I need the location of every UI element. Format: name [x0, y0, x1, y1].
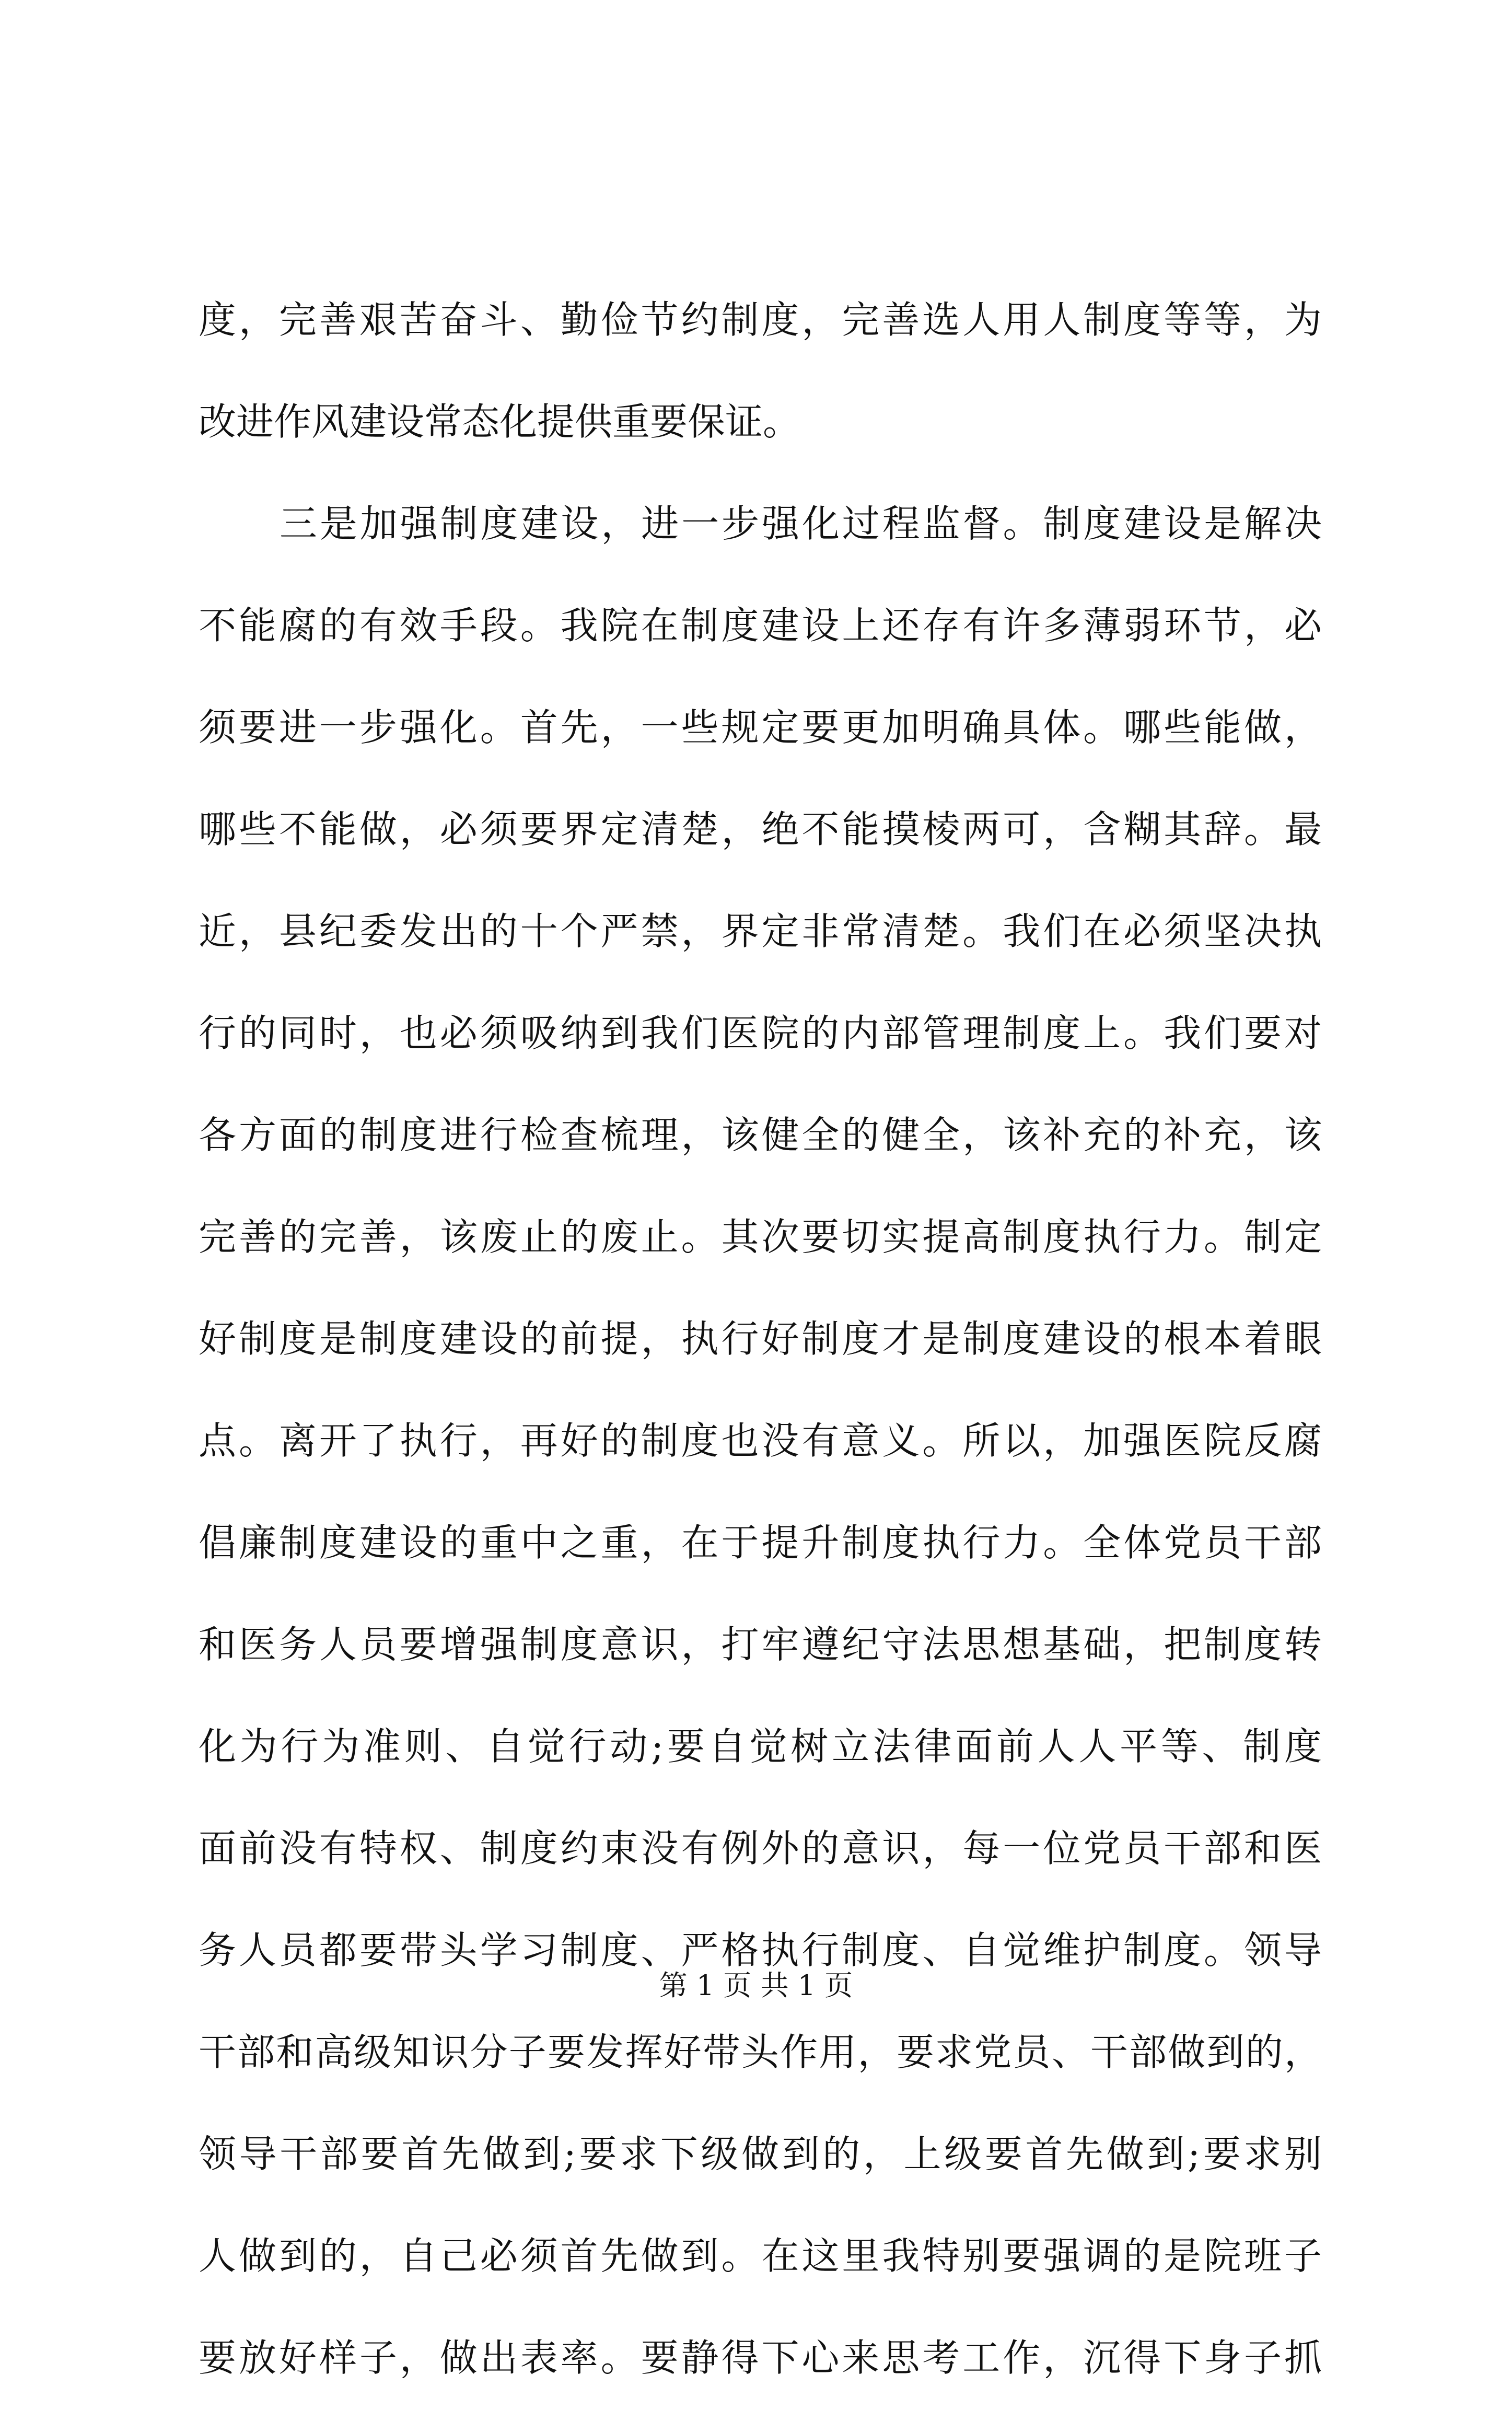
text-line: 人做到的，自己必须首先做到。在这里我特别要强调的是院班子: [199, 2234, 1322, 2278]
text-line: 近，县纪委发出的十个严禁，界定非常清楚。我们在必须坚决执: [199, 909, 1322, 953]
text-line: 改进作风建设常态化提供重要保证。: [199, 400, 801, 444]
text-line: 度，完善艰苦奋斗、勤俭节约制度，完善选人用人制度等等，为: [199, 298, 1322, 342]
text-line: 须要进一步强化。首先，一些规定要更加明确具体。哪些能做，: [199, 705, 1322, 749]
text-line: 哪些不能做，必须要界定清楚，绝不能摸棱两可，含糊其辞。最: [199, 807, 1322, 851]
text-line: 不能腐的有效手段。我院在制度建设上还存有许多薄弱环节，必: [199, 604, 1322, 647]
text-line: 化为行为准则、自觉行动;要自觉树立法律面前人人平等、制度: [199, 1724, 1322, 1768]
text-line: 各方面的制度进行检查梳理，该健全的健全，该补充的补充，该: [199, 1113, 1322, 1157]
text-line: 和医务人员要增强制度意识，打牢遵纪守法思想基础，把制度转: [199, 1623, 1322, 1666]
text-line: 点。离开了执行，再好的制度也没有意义。所以，加强医院反腐: [199, 1419, 1322, 1463]
body-text: [199, 269, 1322, 2409]
text-line: 行的同时，也必须吸纳到我们医院的内部管理制度上。我们要对: [199, 1011, 1322, 1055]
text-line: 完善的完善，该废止的废止。其次要切实提高制度执行力。制定: [199, 1215, 1322, 1259]
text-line: 领导干部要首先做到;要求下级做到的，上级要首先做到;要求别: [199, 2132, 1322, 2176]
text-line: 干部和高级知识分子要发挥好带头作用，要求党员、干部做到的，: [199, 2030, 1322, 2074]
text-line: 倡廉制度建设的重中之重，在于提升制度执行力。全体党员干部: [199, 1521, 1322, 1565]
page-footer: 第 1 页 共 1 页: [659, 1969, 853, 2002]
text-line: 要放好样子，做出表率。要静得下心来思考工作，沉得下身子抓: [199, 2336, 1322, 2380]
text-line: 面前没有特权、制度约束没有例外的意识，每一位党员干部和医: [199, 1826, 1322, 1870]
text-line: 务人员都要带头学习制度、严格执行制度、自觉维护制度。领导: [199, 1928, 1322, 1972]
text-line: 好制度是制度建设的前提，执行好制度才是制度建设的根本着眼: [199, 1317, 1322, 1361]
text-line-paragraph-start: 三是加强制度建设，进一步强化过程监督。制度建设是解决: [280, 502, 1322, 546]
